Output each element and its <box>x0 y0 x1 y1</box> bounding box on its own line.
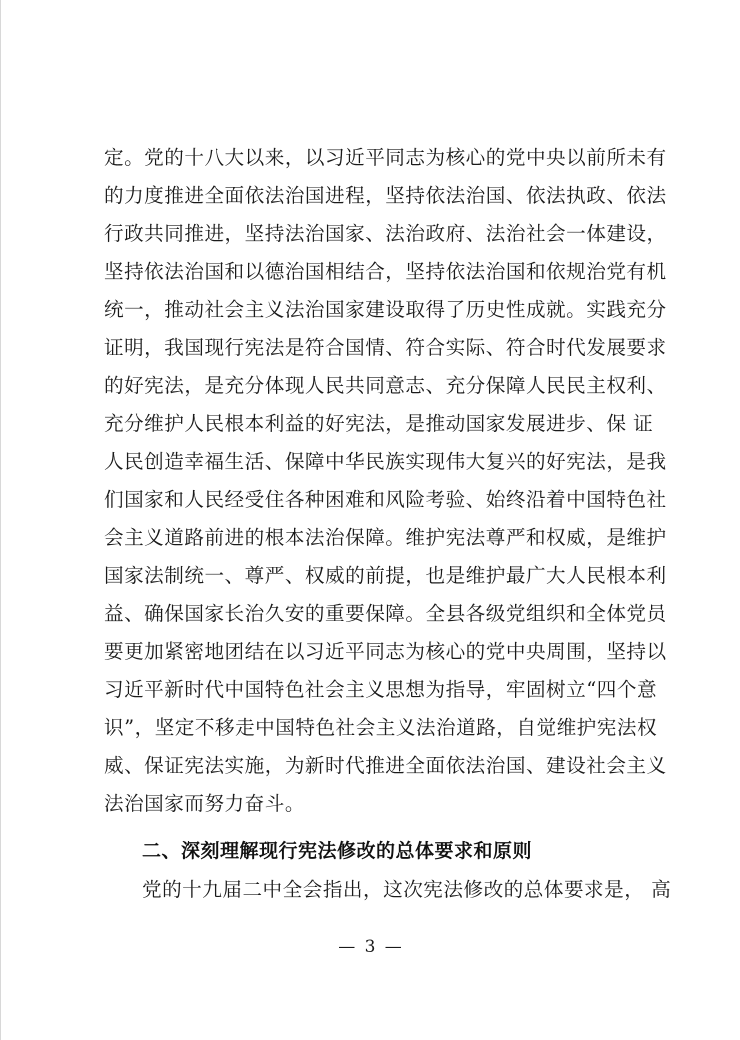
body-text-line: 行政共同推进，坚持法治国家、法治政府、法治社会一体建设， <box>104 222 667 245</box>
body-text-line: 习近平新时代中国特色社会主义思想为指导，牢固树立“四个意 <box>104 678 658 701</box>
body-text-line: 人民创造幸福生活、保障中华民族实现伟大复兴的好宪法，是我 <box>104 450 667 473</box>
body-text-line: 定。党的十八大以来，以习近平同志为核心的党中央以前所未有 <box>104 146 667 169</box>
body-text-line: 威、保证宪法实施，为新时代推进全面依法治国、建设社会主义 <box>104 754 667 777</box>
section-heading: 二、深刻理解现行宪法修改的总体要求和原则 <box>142 840 533 862</box>
body-text-line: 法治国家而努力奋斗。 <box>104 792 305 815</box>
body-text-line: 会主义道路前进的根本法治保障。维护宪法尊严和权威，是维护 <box>104 526 667 549</box>
body-text-line: 要更加紧密地团结在以习近平同志为核心的党中央周围，坚持以 <box>104 640 667 663</box>
body-text-line: 识”，坚定不移走中国特色社会主义法治道路，自觉维护宪法权 <box>104 716 658 739</box>
body-text-line: 益、确保国家长治久安的重要保障。全县各级党组织和全体党员 <box>104 602 667 625</box>
body-text-line: 充分维护人民根本利益的好宪法，是推动国家发展进步、保 证 <box>104 412 654 435</box>
body-text-line: 党的十九届二中全会指出，这次宪法修改的总体要求是， 高 <box>142 878 672 901</box>
body-text-line: 证明，我国现行宪法是符合国情、符合实际、符合时代发展要求 <box>104 336 667 359</box>
body-text-line: 的力度推进全面依法治国进程，坚持依法治国、依法执政、依法 <box>104 184 667 207</box>
body-text-line: 统一，推动社会主义法治国家建设取得了历史性成就。实践充分 <box>104 298 667 321</box>
body-text-line: 们国家和人民经受住各种困难和风险考验、始终沿着中国特色社 <box>104 488 667 511</box>
page-number: — 3 — <box>338 937 404 957</box>
body-text-line: 的好宪法，是充分体现人民共同意志、充分保障人民民主权利、 <box>104 374 667 397</box>
body-text-line: 国家法制统一、尊严、权威的前提，也是维护最广大人民根本利 <box>104 564 667 587</box>
body-text-line: 坚持依法治国和以德治国相结合，坚持依法治国和依规治党有机 <box>104 260 667 283</box>
